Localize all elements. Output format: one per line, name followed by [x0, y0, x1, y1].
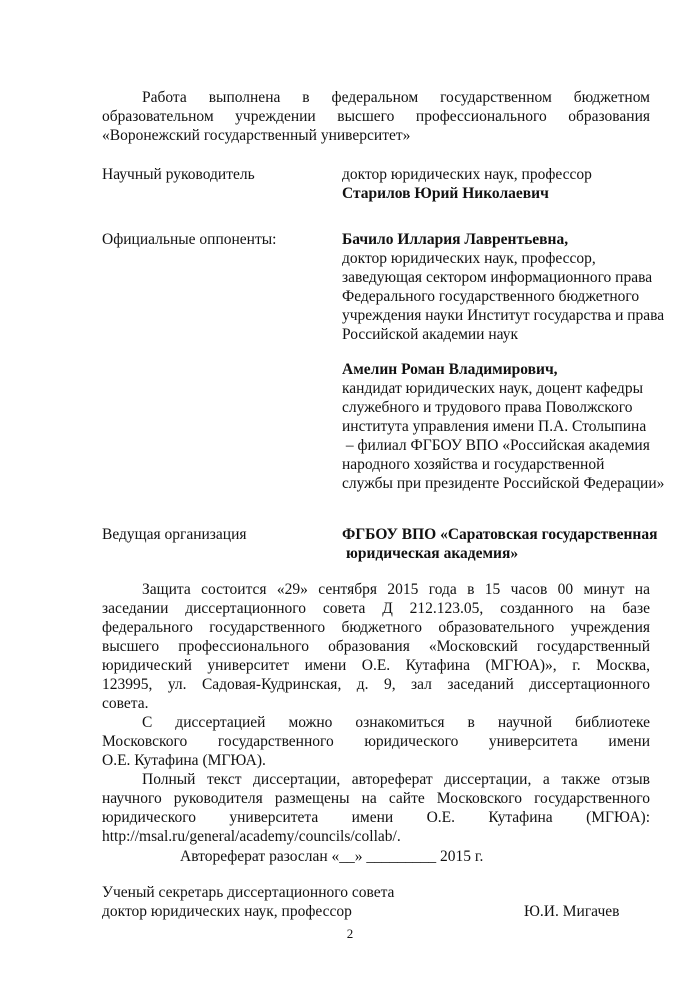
- defense-line: заседании диссертационного совета Д 212.123.05, созданного на базе: [102, 600, 650, 617]
- intro-line-2: образовательном учреждении высшего профессионального образования: [102, 108, 650, 125]
- defense-line: Защита состоится «29» сентября 2015 года в 15 часов 00 минут на: [142, 581, 650, 598]
- leading-org-line-1: ФГБОУ ВПО «Саратовская государственная: [342, 526, 658, 543]
- leading-org-label: Ведущая организация: [102, 526, 247, 543]
- library-line: С диссертацией можно ознакомиться в научной библиотеке: [142, 714, 650, 731]
- intro-line-3: «Воронежский государственный университет»: [102, 127, 411, 144]
- defense-line: совета.: [102, 695, 149, 712]
- opponent-1-line: Федерального государственного бюджетного: [342, 288, 640, 305]
- opponent-2-line: службы при президенте Российской Федерации»: [342, 475, 665, 492]
- supervisor-label: Научный руководитель: [102, 166, 255, 183]
- secretary-line-2: доктор юридических наук, профессор: [102, 903, 352, 920]
- fulltext-line: научного руководителя размещены на сайте Московского государственного: [102, 790, 650, 807]
- opponent-2-line: кандидат юридических наук, доцент кафедры: [342, 380, 643, 397]
- leading-org-line-2: юридическая академия»: [346, 545, 519, 562]
- opponent-1-line: доктор юридических наук, профессор,: [342, 250, 596, 267]
- opponent-2-name: Амелин Роман Владимирович,: [342, 361, 558, 378]
- page-number: 2: [346, 926, 354, 941]
- opponent-2-line: – филиал ФГБОУ ВПО «Российская академия: [342, 437, 650, 454]
- opponent-2-line: служебного и трудового права Поволжского: [342, 399, 633, 416]
- sent-out-line: Автореферат разослан «__» _________ 2015 г.: [180, 848, 484, 865]
- intro-line-1: Работа выполнена в федеральном государственном бюджетном: [142, 89, 650, 106]
- defense-line: федерального государственного бюджетного образовательного учреждения: [102, 619, 650, 636]
- fulltext-line: юридического университета имени О.Е. Кутафина (МГЮА):: [102, 809, 650, 826]
- opponent-2-line: института управления имени П.А. Столыпина: [342, 418, 647, 435]
- opponent-2-line: народного хозяйства и государственной: [342, 456, 605, 473]
- opponent-1-line: заведующая сектором информационного права: [342, 269, 653, 286]
- secretary-name: Ю.И. Мигачев: [524, 903, 620, 920]
- opponent-1-line: учреждения науки Институт государства и права: [342, 307, 665, 324]
- fulltext-line: Полный текст диссертации, автореферат диссертации, а также отзыв: [142, 771, 650, 788]
- library-line: О.Е. Кутафина (МГЮА).: [102, 752, 266, 769]
- opponent-1-name: Бачило Иллария Лаврентьевна,: [342, 231, 569, 248]
- opponents-label: Официальные оппоненты:: [102, 231, 277, 248]
- defense-line: 123995, ул. Садовая-Кудринская, д. 9, зал заседаний диссертационного: [102, 676, 650, 693]
- supervisor-name: Старилов Юрий Николаевич: [342, 185, 549, 202]
- secretary-line-1: Ученый секретарь диссертационного совета: [102, 884, 395, 901]
- opponent-1-line: Российской академии наук: [342, 326, 519, 343]
- fulltext-url: http://msal.ru/general/academy/councils/collab/.: [102, 828, 401, 845]
- library-line: Московского государственного юридического университета имени: [102, 733, 650, 750]
- supervisor-degree: доктор юридических наук, профессор: [342, 166, 592, 183]
- defense-line: высшего профессионального образования «Московский государственный: [102, 638, 650, 655]
- defense-line: юридический университет имени О.Е. Кутафина (МГЮА)», г. Москва,: [102, 657, 650, 674]
